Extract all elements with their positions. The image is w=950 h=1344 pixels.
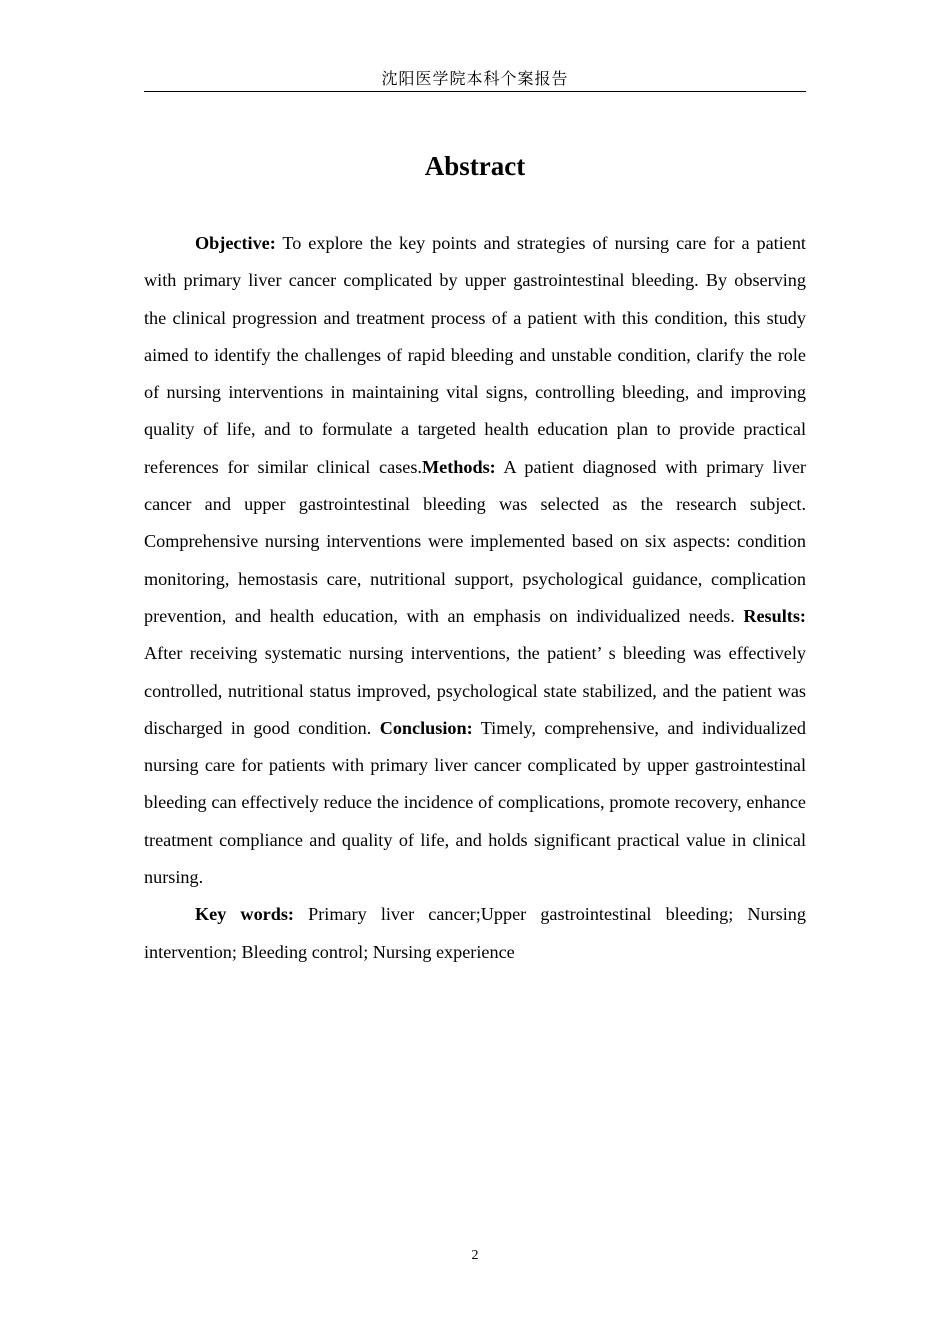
abstract-body xyxy=(144,225,806,971)
methods-text: A patient diagnosed with primary liver cancer and upper gastrointestinal bleeding was selected as the research subject. Comprehensive nursing interventions were implemented based on six aspects: condition monitoring, hemostasis care, nutritional support, psychological guidance, complication prevention, and health education, with an emphasis on individualized needs. xyxy=(144,456,806,626)
keywords-label: Key words: xyxy=(195,904,294,925)
results-text: After receiving systematic nursing interventions, the patient’ s bleeding was effectively controlled, nutritional status improved, psychological state stabilized, and the patient was discharged in good condition. xyxy=(144,643,806,738)
page-number: 2 xyxy=(471,1248,479,1263)
page-title: Abstract xyxy=(424,151,526,181)
conclusion-label: Conclusion: xyxy=(379,717,473,738)
objective-text: To explore the key points and strategies of nursing care for a patient with primary liver cancer complicated by upper gastrointestinal bleeding. By observing the clinical progression and treatment process of a patient with this condition, this study aimed to identify the challenges of rapid bleeding and unstable condition, clarify the role of nursing interventions in maintaining vital signs, controlling bleeding, and improving quality of life, and to formulate a targeted health education plan to provide practical references for similar clinical cases. xyxy=(144,233,806,477)
conclusion-text: Timely, comprehensive, and individualized nursing care for patients with primary liver cancer complicated by upper gastrointestinal bleeding can effectively reduce the incidence of complications, promote recovery, enhance treatment compliance and quality of life, and holds significant practical value in clinical nursing. xyxy=(144,717,806,888)
keywords-text: Primary liver cancer;Upper gastrointestinal bleeding; Nursing intervention; Bleeding control; Nursing experience xyxy=(144,904,806,962)
objective-label: Objective: xyxy=(195,233,276,253)
methods-label: Methods: xyxy=(421,456,496,477)
keywords-paragraph xyxy=(144,896,806,971)
abstract-paragraph xyxy=(144,225,806,896)
results-label: Results: xyxy=(743,605,806,626)
header-rule xyxy=(144,91,806,92)
running-header: 沈阳医学院本科个案报告 xyxy=(381,69,569,88)
